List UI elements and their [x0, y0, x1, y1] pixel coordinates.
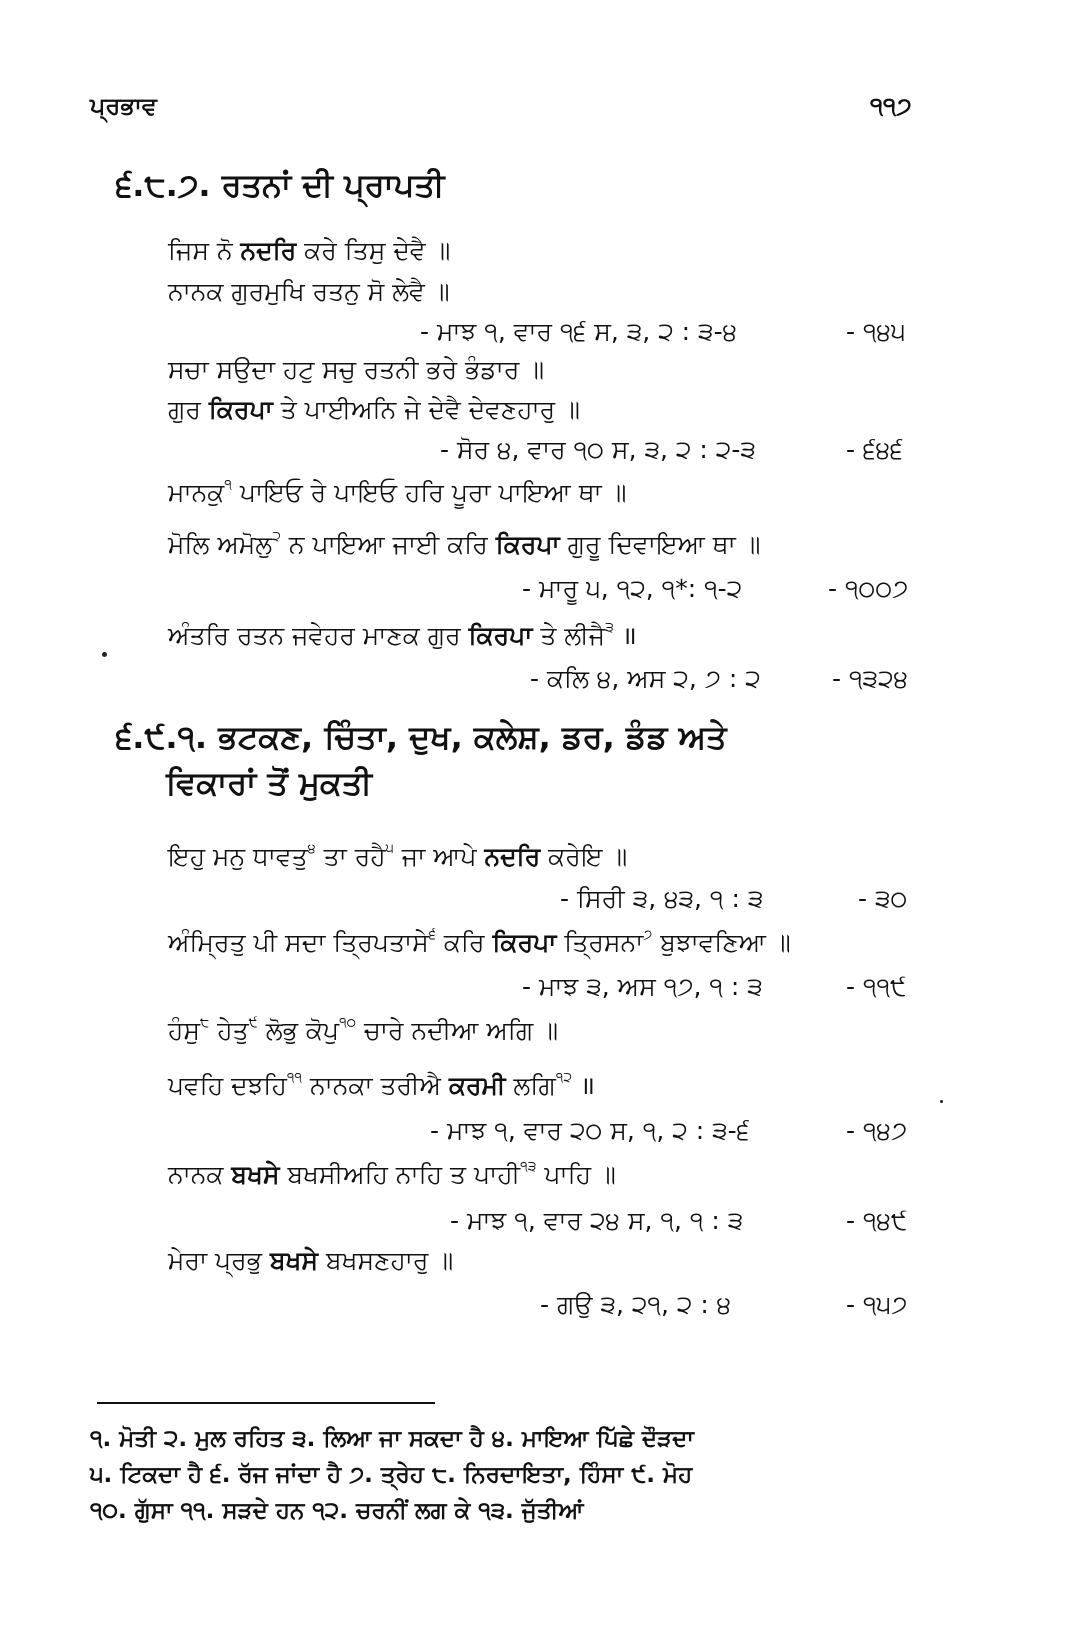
- verse-line: ਇਹੁ ਮਨੁ ਧਾਵਤੁ$^੪$ ਤਾ ਰਹੈ$^੫$ ਜਾ ਆਪੇ ਨਦਰਿ ਕਰੇਇ ॥: [168, 841, 628, 871]
- footnote-marker: ੪: [307, 841, 316, 857]
- footnote-marker: ੧੩: [520, 1159, 537, 1175]
- ink-speck: [102, 652, 107, 657]
- verse-line: ਗੁਰ ਕਿਰਪਾ ਤੇ ਪਾਈਅਨਿ ਜੇ ਦੇਵੈ ਦੇਵਣਹਾਰੁ ॥: [168, 395, 580, 424]
- verse-line: ਮਾਨਕੁ$^੧$ ਪਾਇਓ ਰੇ ਪਾਇਓ ਹਰਿ ਪੂਰਾ ਪਾਇਆ ਥਾ ॥: [168, 477, 627, 507]
- verse-line: ਨਾਨਕ ਗੁਰਮੁਖਿ ਰਤਨੁ ਸੋ ਲੇਵੈ ॥: [168, 277, 450, 306]
- running-title: ਪ੍ਰਭਾਵ: [90, 92, 157, 120]
- footnote-line: ੧. ਮੋਤੀ ੨. ਮੁਲ ਰਹਿਤ ੩. ਲਿਆ ਜਾ ਸਕਦਾ ਹੈ ੪. ਮਾਇਆ ਪਿੱਛੇ ਦੌੜਦਾ: [90, 1426, 694, 1452]
- scripture-reference: - ਸੋਰ ੪, ਵਾਰ ੧੦ ਸ, ੩, ੨ : ੨-੩: [440, 435, 756, 464]
- footnote-marker: ੯: [248, 1015, 258, 1031]
- verse-line: ਮੇਰਾ ਪ੍ਰਭੁ ਬਖਸੇ ਬਖਸਣਹਾਰੁ ॥: [168, 1246, 454, 1275]
- granth-page-number: - ੬੪੬: [846, 435, 903, 464]
- verse-line: ਅੰਮ੍ਰਿਤੁ ਪੀ ਸਦਾ ਤ੍ਰਿਪਤਾਸੇ$^੬$ ਕਰਿ ਕਿਰਪਾ ਤ੍ਰਿਸਨਾ$^੭$ ਬੁਝਾਵਣਿਆ ॥: [168, 927, 791, 957]
- section-heading-continued: ਵਿਕਾਰਾਂ ਤੋਂ ਮੁਕਤੀ: [166, 764, 372, 802]
- scripture-reference: - ਮਾਝ ੧, ਵਾਰ ੧੬ ਸ, ੩, ੨ : ੩-੪: [420, 317, 738, 346]
- scripture-reference: - ਸਿਰੀ ੩, ੪੩, ੧ : ੩: [560, 884, 764, 913]
- granth-page-number: - ੩੦: [858, 884, 908, 913]
- scripture-reference: - ਮਾਰੂ ੫, ੧੨, ੧*: ੧-੨: [522, 574, 743, 603]
- scripture-reference: - ਮਾਝ ੧, ਵਾਰ ੨੦ ਸ, ੧, ੨ : ੩-੬: [430, 1116, 750, 1145]
- granth-page-number: - ੧੪੯: [846, 1206, 908, 1235]
- footnote-marker: ੩: [605, 620, 614, 636]
- footnote-marker: ੧: [224, 477, 232, 493]
- verse-line: ਅੰਤਰਿ ਰਤਨ ਜਵੇਹਰ ਮਾਣਕ ਗੁਰ ਕਿਰਪਾ ਤੇ ਲੀਜੈ$^੩$ ॥: [168, 620, 637, 650]
- footnote-line: ੧੦. ਗੁੱਸਾ ੧੧. ਸੜਦੇ ਹਨ ੧੨. ਚਰਨੀਂ ਲਗ ਕੇ ੧੩. ਜੁੱਤੀਆਂ: [90, 1498, 584, 1524]
- scripture-reference: - ਗਉ ੩, ੨੧, ੨ : ੪: [540, 1290, 732, 1319]
- granth-page-number: - ੧੩੨੪: [832, 664, 909, 693]
- verse-line: ਨਾਨਕ ਬਖਸੇ ਬਖਸੀਅਹਿ ਨਾਹਿ ਤ ਪਾਹੀ$^{੧੩}$ ਪਾਹਿ ॥: [168, 1159, 616, 1189]
- page-number: ੧੧੭: [870, 92, 912, 120]
- granth-page-number: - ੧੫੭: [846, 1290, 908, 1319]
- footnote-marker: ੨: [272, 529, 281, 545]
- footnote-marker: ੭: [643, 927, 653, 943]
- granth-page-number: - ੧੦੦੭: [828, 574, 909, 603]
- granth-page-number: - ੧੪੫: [846, 317, 906, 346]
- footnote-marker: ੮: [200, 1015, 210, 1031]
- footnote-marker: ੫: [385, 841, 394, 857]
- section-heading: ੬.੮.੭. ਰਤਨਾਂ ਦੀ ਪ੍ਰਾਪਤੀ: [116, 166, 445, 204]
- verse-line: ਪਵਹਿ ਦਝਹਿ$^{੧੧}$ ਨਾਨਕਾ ਤਰੀਐ ਕਰਮੀ ਲਗਿ$^{੧੨}$ ॥: [168, 1070, 596, 1100]
- footnote-marker: ੧੦: [339, 1015, 357, 1031]
- footnote-marker: ੧੧: [286, 1070, 303, 1086]
- footnote-rule: [97, 1402, 435, 1404]
- ink-speck: [940, 1100, 943, 1103]
- scripture-reference: - ਕਲਿ ੪, ਅਸ ੨, ੭ : ੨: [530, 664, 761, 693]
- verse-line: ਹੰਸੁ$^੮$ ਹੇਤੁ$^੯$ ਲੋਭੁ ਕੋਪੁ$^{੧੦}$ ਚਾਰੇ ਨਦੀਆ ਅਗਿ ॥: [168, 1015, 559, 1045]
- granth-page-number: - ੧੪੭: [846, 1116, 908, 1145]
- footnote-marker: ੬: [428, 927, 436, 943]
- verse-line: ਮੋਲਿ ਅਮੋਲੁ$^੨$ ਨ ਪਾਇਆ ਜਾਈ ਕਰਿ ਕਿਰਪਾ ਗੁਰੂ ਦਿਵਾਇਆ ਥਾ ॥: [168, 529, 761, 559]
- section-heading: ੬.੯.੧. ਭਟਕਣ, ਚਿੰਤਾ, ਦੁਖ, ਕਲੇਸ਼, ਡਰ, ਡੰਡ ਅਤੇ: [116, 718, 727, 756]
- scripture-reference: - ਮਾਝ ੧, ਵਾਰ ੨੪ ਸ, ੧, ੧ : ੩: [450, 1206, 744, 1235]
- granth-page-number: - ੧੧੯: [846, 972, 907, 1001]
- scripture-reference: - ਮਾਝ ੩, ਅਸ ੧੭, ੧ : ੩: [522, 972, 763, 1001]
- footnote-marker: ੧੨: [555, 1070, 573, 1086]
- footnote-line: ੫. ਟਿਕਦਾ ਹੈ ੬. ਰੱਜ ਜਾਂਦਾ ਹੈ ੭. ਤ੍ਰੇਹ ੮. ਨਿਰਦਾਇਤਾ, ਹਿੰਸਾ ੯. ਮੋਹ: [90, 1462, 693, 1488]
- verse-line: ਸਚਾ ਸਉਦਾ ਹਟੁ ਸਚੁ ਰਤਨੀ ਭਰੇ ਭੰਡਾਰ ॥: [168, 355, 545, 384]
- verse-line: ਜਿਸ ਨੋ ਨਦਰਿ ਕਰੇ ਤਿਸੁ ਦੇਵੈ ॥: [168, 236, 451, 265]
